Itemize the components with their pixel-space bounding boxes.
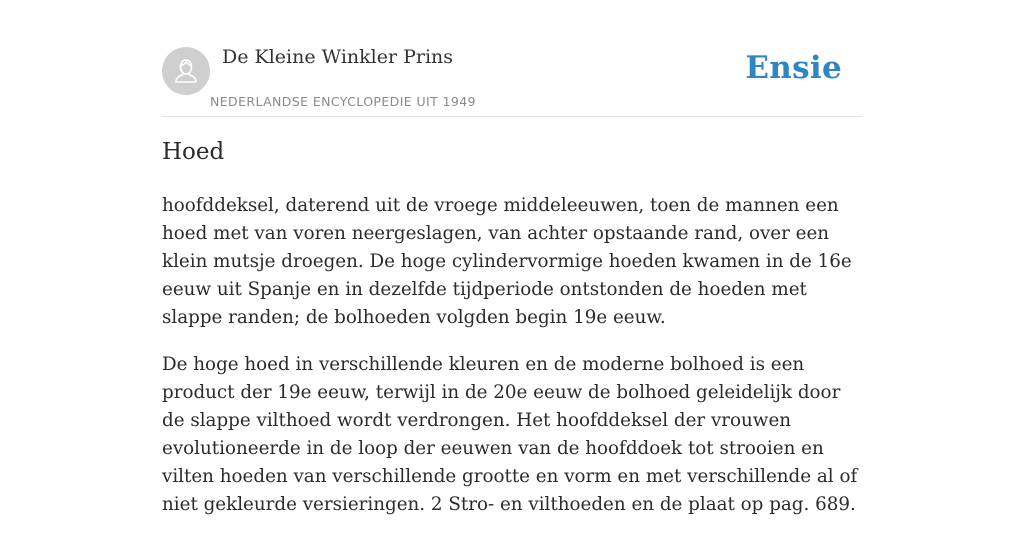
user-silhouette-icon: [171, 56, 201, 86]
article-paragraph: hoofddeksel, daterend uit de vroege middeleeuwen, toen de mannen een hoed met van voren neergeslagen, van achter opstaande rand, over een klein mutsje droegen. De hoge cylindervormige hoeden kwamen in de 16e eeuw uit Spanje en in dezelfde tijdperiode ontstonden de hoeden met slappe randen; de bolhoeden volgden begin 19e eeuw.: [162, 195, 852, 328]
article-paragraph: De hoge hoed in verschillende kleuren en de moderne bolhoed is een product der 19e eeuw, terwijl in de 20e eeuw de bolhoed geleidelijk door de slappe vilthoed wordt verdrongen. Het hoofddeksel der vrouwen evolutioneerde in de loop der eeuwen van de hoofddoek tot strooien en vilten hoeden van verschillende grootte en vorm en met verschillende al of niet gekleurde versieringen. 2 Stro- en vilthoeden en de plaat op pag. 689.: [162, 354, 858, 515]
article-title: Hoed: [162, 139, 225, 165]
ensie-logo-link[interactable]: Ensie: [745, 50, 842, 86]
source-name-link[interactable]: De Kleine Winkler Prins: [222, 46, 454, 68]
page: [162, 0, 862, 515]
source-avatar[interactable]: [162, 47, 210, 95]
header: [162, 0, 862, 117]
source-subtitle: NEDERLANDSE ENCYCLOPEDIE UIT 1949: [210, 94, 476, 109]
article-body: [162, 192, 867, 538]
